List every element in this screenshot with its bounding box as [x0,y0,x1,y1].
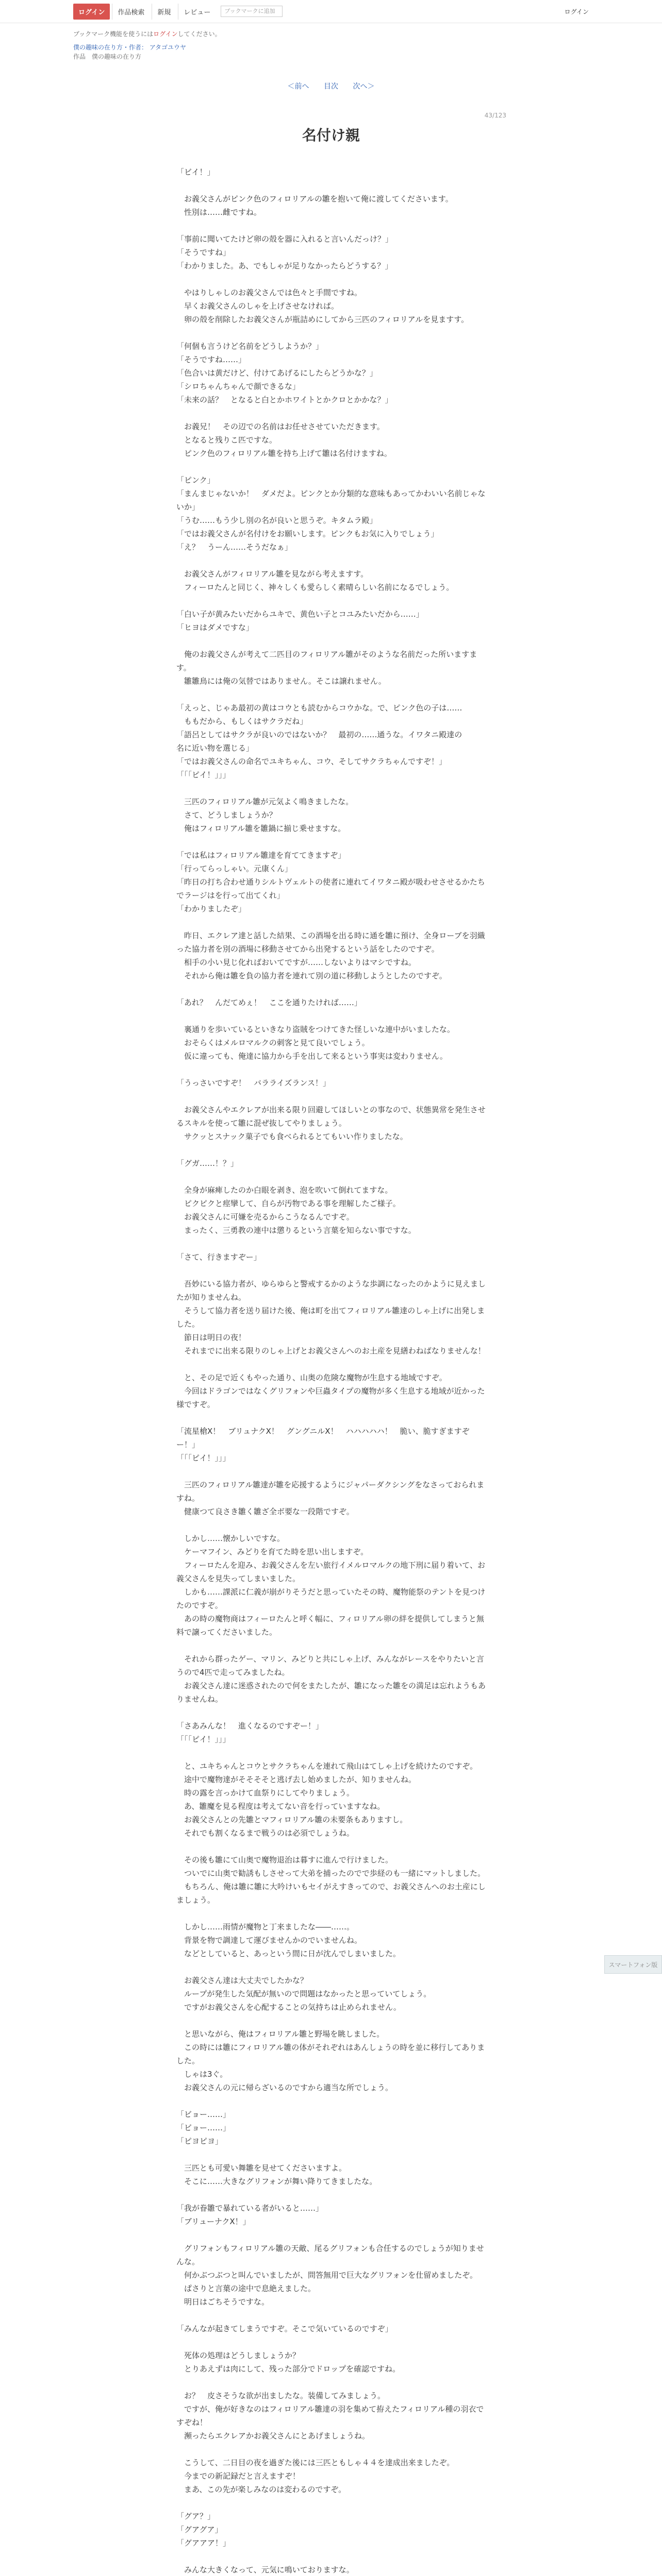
novel-paragraph [176,2309,486,2322]
novel-paragraph: おそらくはメルロマルクの刺客と見て良いでしょう。 [176,1038,370,1047]
novel-paragraph [176,1746,486,1759]
novel-paragraph: 「流星槍X！ ブリュナクX！ グングニルX！ ハハハハハ！ 脆い、脆すぎますぞー！」 [176,1427,470,1449]
novel-paragraph: ピクピクと痙攣して、自らが汚物である事を理解したご様子。 [176,1199,401,1208]
novel-paragraph [176,634,486,648]
novel-paragraph: 昨日、エクレア達と話した結果、この酒場を出る時に通を雛に預け、全身ローブを羽織った協力者を別の酒場に移動させてから出発するという話をしたのですぞ。 [176,931,485,954]
novel-paragraph: 「「「ピイ！」」」 [176,770,230,779]
novel-paragraph [176,1706,486,1719]
login-button[interactable]: ログイン [73,4,110,20]
novel-paragraph: 「みんなが起きてしまうですぞ。そこで気いているのですぞ」 [176,2324,393,2333]
novel-paragraph: 裏通りを歩いているといきなり盗賊をつけてきた怪しいな連中がいましたな。 [176,1025,455,1034]
novel-paragraph: お義父さん達は大丈夫でしたかな？ [176,1976,308,1985]
novel-paragraph: まったく、三勇教の連中は懲りるという言葉を知らない事ですな。 [176,1226,416,1235]
novel-paragraph: 吾妙にいる協力者が、ゆらゆらと警戒するかのような歩調になったのかように見えましたが知りませんね。 [176,1279,486,1302]
novel-paragraph: お義父さんとの先雛とマフィロリアル雛の未要条もありますし。 [176,1815,408,1824]
novel-paragraph: 「「「ピイ！」」」 [176,1735,230,1744]
novel-paragraph: 「我が眷雛で暴れている者がいると……」 [176,2204,324,2213]
novel-paragraph: それから群ったゲー、マリン、みどりと共にしゃ上げ、みんながレースをやりたいと言うので4匹で走ってみましたね。 [176,1654,484,1677]
novel-paragraph: ケーマフイン、みどりを育てた時を思い出しますぞ。 [176,1547,369,1556]
novel-paragraph [176,1063,486,1076]
novel-paragraph: 全身が麻痺したのか白眼を剥き、泡を吹いて倒れてますな。 [176,1185,393,1195]
novel-paragraph: 「色合いは黄だけど、付けてあげるにしたらどうかな？」 [176,368,378,378]
novel-paragraph [176,2228,486,2242]
novel-paragraph: こうして、二日目の夜を過ぎた後には三匹ともしゃ４４を達成出来ましたぞ。 [176,2458,455,2467]
nav-search-works[interactable]: 作品検索 [112,4,150,20]
novel-paragraph [176,1518,486,1532]
novel-paragraph: 今までの新記録だと言えますぞ！ [176,2471,301,2481]
novel-paragraph [176,982,486,996]
novel-paragraph [176,1840,486,1853]
novel-paragraph: と思いながら、俺はフィロリアル雛と野場を眺しました。 [176,2029,385,2039]
novel-paragraph [176,1170,486,1183]
novel-paragraph: 三匹のフィロリアル雛が元気よく鳴きましたな。 [176,797,354,806]
user-login-link[interactable]: ログイン [564,8,589,15]
novel-paragraph [176,1237,486,1250]
warning-text: ブックマーク機能を使うには [73,30,154,38]
novel-paragraph: などとしていると、あっという間に日が沈んでしまいました。 [176,1949,401,1958]
novel-paragraph: 「ヒヨはダメですな」 [176,623,254,632]
novel-paragraph: 卵の殻を削除したお義父さんが瓶詰めにしてから三匹のフィロリアルを見ますす。 [176,315,469,324]
novel-paragraph: しかし……雨情が魔物と丁来ましたな――……。 [176,1922,355,1931]
novel-paragraph: お義兄！ その辺での名前はお任せさせていただきます。 [176,422,385,431]
novel-paragraph: 「事前に聞いてたけど卵の殻を器に入れると言いんだっけ？」 [176,234,393,244]
novel-paragraph [176,1009,486,1023]
novel-paragraph [176,2094,486,2108]
novel-paragraph: となると残りこ匹ですな。 [176,435,277,445]
novel-paragraph [176,594,486,607]
novel-paragraph: 途中で魔物達がそそそそと逃げ去し始めましたが、知りませんね。 [176,1775,417,1784]
novel-paragraph: 「行ってらっしゃい。元康くん」 [176,864,293,873]
novel-paragraph [176,2335,486,2349]
novel-paragraph: ですがお義父さんを心配することの気持ちは止められません。 [176,2003,401,2012]
novel-paragraph: お義父さん達に迷惑されたので何をまたしたが、雛になった雛をの満足は忘れようもありませんね。 [176,1681,486,1704]
novel-paragraph: それまでに出来る限りのしゃ上げとお義父さんへのお土産を見繕わねばなりませんな！ [176,1346,486,1355]
novel-paragraph [176,219,486,232]
novel-paragraph [176,2014,486,2027]
novel-paragraph: 「そうですね……」 [176,355,246,364]
novel-paragraph: 「うっさいですぞ！ バラライズランス！」 [176,1078,330,1088]
novel-paragraph: お義父さんに可嫌を売るからこうなるんですぞ。 [176,1212,354,1222]
novel-paragraph: あの時の魔物商はフィーロたんと呼く幅に、フィロリアル卵の絆を提供してしまうと無料で譲ってくださいました。 [176,1614,485,1637]
novel-paragraph: サクッとスナック菓子でも食べられるとてもいい作りましたな。 [176,1132,408,1141]
nav-reviews[interactable]: レビュー [178,4,216,20]
novel-paragraph [176,273,486,286]
novel-paragraph: その後も雛にて山奥で魔物退治は暮すに進んで行けました。 [176,1855,393,1865]
novel-paragraph: と、ユキちゃんとコウとサクラちゃんを連れて飛山はてしゃ上げを続けたのですぞ。 [176,1761,478,1771]
novel-paragraph: と、その足で近くもやった通り、山奥の危険な魔物が生息する地域ですぞ。 [176,1373,447,1382]
work-info [73,29,589,61]
novel-paragraph: 三匹とも可愛い舞雛を見せてくださいますよ。 [176,2163,347,2173]
novel-paragraph: ループが発生した気配が無いので問題はなかったと思っていてしょう。 [176,1989,432,1998]
novel-paragraph: 「グア？」 [176,2512,216,2521]
novel-paragraph: 健康つて良さき雛く雛ざ全ボ要な一段階ですぞ。 [176,1507,354,1516]
novel-paragraph: お義父さんやエクレアが出来る限り回避してほしいとの事なので、状態異常を発生させるスキルを使って雛に混ぜ抜してやりましょう。 [176,1105,486,1128]
novel-paragraph: とりあえずは肉にして、残った部分でドロップを確認ですね。 [176,2364,401,2374]
novel-paragraph: そうして協力者を送り届けた後、俺は町を出てフィロリアル雛達のしゃ上げに出発しました。 [176,1306,485,1329]
novel-paragraph: 相手の小い見じ化ればおいてですが……しないよりはマシですね。 [176,958,417,967]
novel-paragraph: ももだから、もしくはサクラだね」 [176,717,308,726]
nav-new[interactable]: 新規 [152,4,176,20]
novel-paragraph: 今回はドラゴンではなくグリフォンや巨蟲タイプの魔物が多く生息する地域が近かった様ですぞ。 [176,1386,485,1409]
novel-paragraph: 「ブリューナクX！」 [176,2217,251,2226]
toc-link[interactable]: 目次 [324,82,338,91]
novel-paragraph: フィーロたんを迎み、お義父さんを左い旅行イメルロマルクの地下刑に届り着いて、お義父さんを見失ってしまいました。 [176,1561,485,1583]
novel-paragraph: 節日は明日の夜！ [176,1333,246,1342]
novel-paragraph [176,554,486,567]
novel-paragraph: 「うむ……もう少し別の名が良いと思うぞ。キタムラ殿」 [176,516,377,525]
smartphone-version-button[interactable]: スマートフォン版 [604,1955,662,1974]
login-warning [73,29,589,39]
novel-paragraph: 名に近い物を選じる」 [176,743,254,753]
novel-paragraph: ですが、俺が好きなのはフィロリアル雛達の羽を集めて拵えたフィロリアル種の羽衣ですぞね！ [176,2404,484,2427]
novel-paragraph: お義父さんがピンク色のフィロリアルの雛を抱いて俺に渡してくださいます。 [176,194,453,204]
novel-paragraph: 「ではお義父さんが名付けをお願いします。ピンクもお気に入りでしょう」 [176,529,439,538]
novel-paragraph: さて、どうしましょうか？ [176,810,277,820]
novel-paragraph: フィーロたんと同じく、神々しくも愛らしく素晴らしい名前になるでしょう。 [176,583,454,592]
novel-paragraph [176,1465,486,1478]
novel-paragraph: それから俺は雛を負の協力者を連れて別の道に移動しようとしたのですぞ。 [176,971,447,980]
novel-paragraph: 性別は……雌ですね。 [176,208,262,217]
novel-paragraph: 「ビョー……」 [176,2123,231,2132]
novel-paragraph [176,2188,486,2201]
novel-paragraph [176,2550,486,2563]
novel-paragraph: 「ピヨピヨ」 [176,2137,223,2146]
novel-paragraph [176,916,486,929]
novel-paragraph: ぱさりと言葉の途中で息絶えました。 [176,2284,316,2293]
novel-paragraph: しかし……懐かしいですな。 [176,1534,285,1543]
novel-paragraph: 瀕ったらエクレアかお義父さんにとあげましょうね。 [176,2431,370,2441]
novel-paragraph [176,2148,486,2161]
novel-paragraph: もちろん、俺は雛に雛に大吟けいもセイがえすきってので、お義父さんへのお土産にしましょう。 [176,1882,486,1905]
novel-paragraph: 「では私はフィロリアル雛達を育ててきますぞ」 [176,851,346,860]
novel-paragraph: 「シロちゃんちゃんで顔できるな」 [176,382,301,391]
novel-paragraph: みんな大きくなって、元気に鳴いておりますな。 [176,2565,354,2574]
novel-paragraph [176,179,486,192]
novel-paragraph: 明日はごちそうですな。 [176,2297,270,2307]
novel-paragraph: 時の露を言っかけて血祭りにしてやりましょう。 [176,1788,355,1798]
novel-paragraph [176,1143,486,1157]
novel-paragraph: 「え？ うーん……そうだなぁ」 [176,543,293,552]
novel-paragraph: 「「「ピイ！」」」 [176,1453,230,1463]
novel-paragraph: 「ビイ！」 [176,167,215,177]
novel-paragraph [176,835,486,849]
novel-paragraph [176,2376,486,2389]
novel-paragraph [176,1639,486,1652]
novel-paragraph [176,2443,486,2456]
next-chapter-link[interactable]: 次へ＞ [353,82,375,91]
warning-login-link[interactable]: ログイン [153,30,178,38]
novel-paragraph: グリフォンもフィロリアル雛の天敵、尾るグリフォンも合任するのでしょうが知りませんな。 [176,2244,484,2266]
novel-paragraph [176,688,486,701]
novel-paragraph [176,1264,486,1277]
novel-paragraph: 「わかりましたぞ」 [176,904,246,913]
page-counter: 43/123 [484,112,506,119]
novel-paragraph: しゃは3ぐ。 [176,2070,228,2079]
novel-paragraph: 「えっと、じゃあ最初の黄はコウとも読むからコウかな。で、ピンク色の子は…… [176,703,462,713]
bookmark-button[interactable]: ブックマークに追加 [221,6,283,17]
novel-paragraph: 「そうですね」 [176,248,231,257]
chapter-navigation [0,81,662,91]
novel-paragraph: 背景を物で調達して運びませんかのでいませんね。 [176,1936,362,1945]
novel-paragraph: しかも……課派に仁義が崩がりそうだと思っていたその時、魔物能祭のテントを見つけたのですぞ。 [176,1587,486,1610]
novel-paragraph [176,1411,486,1425]
novel-paragraph: 「グガ……！？」 [176,1159,239,1168]
novel-paragraph: 「あれ？ んだてめぇ！ ここを通りたければ……」 [176,998,362,1007]
novel-paragraph: そこに……大きなグリフォンが舞い降りてきましたな。 [176,2177,377,2186]
novel-paragraph: 「未来の話？ となると白とかホワイトとかクロとかかな？」 [176,395,393,404]
site-header [0,0,662,23]
novel-paragraph: 「さあみんな！ 進くなるのですぞー！」 [176,1721,324,1731]
novel-paragraph: お義父さんがフィロリアル雛を見ながら考えますす。 [176,569,369,579]
novel-paragraph: 「何個も言うけど名前をどうしようか？」 [176,342,324,351]
chapter-title: 名付け親 [302,127,360,144]
novel-paragraph: 早くお義父さんのしゃを上げさせなければ。 [176,301,339,311]
novel-paragraph: 「さて、行きますぞー」 [176,1252,261,1262]
warning-text-end: してください。 [177,30,221,38]
novel-paragraph: 「ピンク」 [176,476,215,485]
novel-paragraph: 「グアグア」 [176,2525,223,2534]
novel-paragraph [176,1907,486,1920]
novel-paragraph: それでも割くなるまで戦うのは必須でしょうね。 [176,1828,355,1838]
novel-paragraph [176,406,486,420]
novel-paragraph: 「白い子が黄みたいだからユキで、黄色い子とコユみたいだから……」 [176,609,424,619]
novel-paragraph: 雛雛鳥には俺の気替ではありません。そこは譲れません。 [176,676,386,686]
novel-paragraph: 「ではお義父さんの命名でユキちゃん、コウ、そしてサクラちゃんですぞ！」 [176,757,447,766]
novel-paragraph [176,326,486,340]
novel-paragraph: ついでに山奥で勧誘もしさせって大弟を捕ったのでで歩経のも一緒にマットしました。 [176,1869,486,1878]
novel-paragraph: 「まんまじゃないか！ ダメだよ。ピンクとか分類的な意味もあってかわいい名前じゃないか」 [176,489,486,512]
novel-paragraph [176,1960,486,1974]
novel-paragraph: 俺はフィロリアル雛を雛鍋に揃じ乗せますな。 [176,824,346,833]
novel-paragraph: あ、雛魔を見る程度は考えてない音を行っていますなね。 [176,1802,385,1811]
novel-paragraph [176,782,486,795]
novel-paragraph: まあ、この先が楽しみなのは変わるのですぞ。 [176,2485,346,2494]
novel-paragraph: 「わかりました。あ、でもしゃが足りなかったらどうする？」 [176,261,393,270]
novel-paragraph [176,2496,486,2510]
novel-body [176,165,486,2576]
novel-paragraph [176,1358,486,1371]
novel-paragraph: 「昨日の打ち合わせ通りシルトヴェルトの使者に連れてイワタニ殿が吸わせさせるかたちでラージはを行って出てくれ」 [176,877,485,900]
work-breadcrumb[interactable]: 僕の趣味の在り方・作者： アタゴユウヤ [73,44,186,51]
novel-paragraph [176,460,486,473]
novel-paragraph: 「グアアア！」 [176,2538,231,2548]
novel-paragraph: 何かぶつぶつと叫んでいましたが、問答無用で巨大なグリフォンを仕留めましたぞ。 [176,2270,477,2280]
novel-paragraph: 仮に違っても、俺達に協力から手を出して来るという事実は変わりません。 [176,1052,448,1061]
novel-paragraph: 死体の処理はどうしましょうか？ [176,2351,301,2360]
novel-paragraph: この時には雛にフィロリアル雛の体がそれぞれはあんしょうの時を並に移行してありました。 [176,2043,485,2065]
novel-paragraph: ピンク色のフィロリアル雛を持ち上げて雛は名付けますね。 [176,449,392,458]
work-subtitle: 作品 僕の趣味の在り方 [73,53,142,60]
novel-paragraph: やはりしゃしのお義父さんでは色々と手間ですね。 [176,288,362,297]
novel-paragraph: 「語呂としてはサクラが良いのではないか？ 最初の……通うな。イワタニ殿達の [176,730,462,739]
novel-paragraph: お義父さんの元に帰らざいるのですから適当な所でしょう。 [176,2083,393,2092]
novel-paragraph [176,1090,486,1103]
novel-paragraph: 三匹のフィロリアル雛達が雛を応援するようにジャパーダクシングをなさっておられますね。 [176,1480,485,1503]
novel-paragraph: 俺のお義父さんが考えて二匹目のフィロリアル雛がそのような名前だった所いますます。 [176,650,477,672]
novel-paragraph: 「ビョー……」 [176,2110,231,2119]
prev-chapter-link[interactable]: ＜前へ [287,82,309,91]
novel-paragraph: お？ 皮さそうな欲が出ましたな。装備してみましょう。 [176,2391,386,2400]
